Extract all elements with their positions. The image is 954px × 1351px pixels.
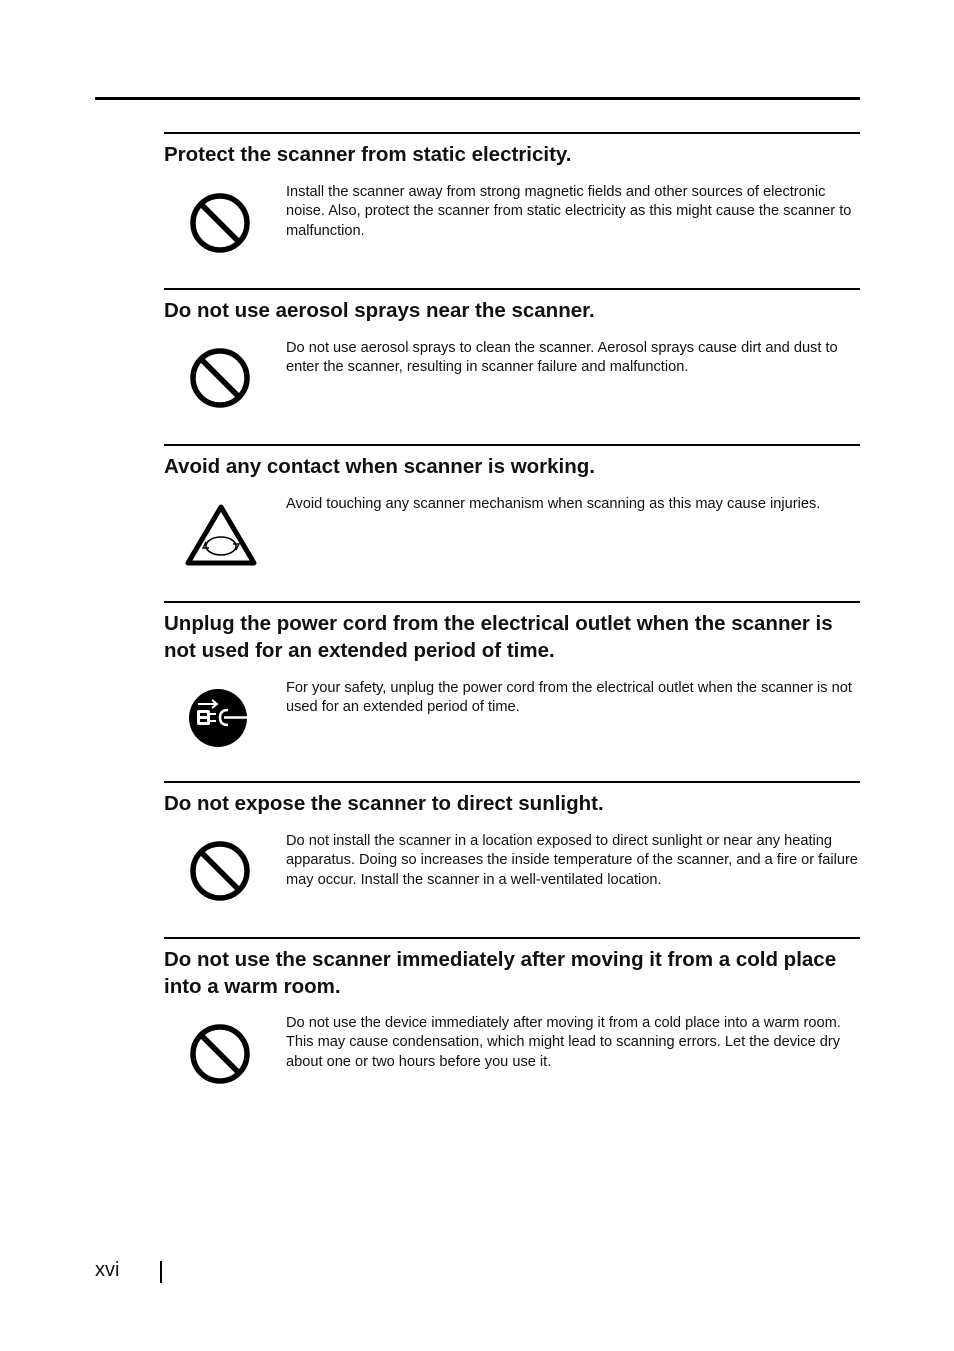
header-rule — [95, 97, 860, 100]
section-body: Install the scanner away from strong magnetic fields and other sources of electronic noise. Also, protect the scanner from static electricity as this might cause the scanner to malfunction. — [286, 184, 852, 239]
section-body: For your safety, unplug the power cord from the electrical outlet when the scanner is not used for an extended period of time. — [286, 680, 852, 716]
section-heading: Do not expose the scanner to direct sunlight. — [164, 792, 604, 815]
unplug-icon — [188, 686, 252, 750]
prohibition-icon — [188, 1022, 252, 1086]
section-heading: Protect the scanner from static electricity. — [164, 143, 572, 166]
section-heading: Do not use aerosol sprays near the scanner. — [164, 299, 595, 322]
page-number: xvi — [95, 1259, 120, 1281]
section-cold-to-warm-room — [164, 937, 860, 1102]
prohibition-icon — [188, 191, 252, 255]
section-body: Do not use aerosol sprays to clean the scanner. Aerosol sprays cause dirt and dust to enter the scanner, resulting in scanner failure and malfunction. — [286, 340, 838, 376]
section-avoid-contact — [164, 444, 860, 584]
section-heading: Avoid any contact when scanner is working. — [164, 455, 595, 478]
prohibition-icon — [188, 346, 252, 410]
section-heading: Unplug the power cord from the electrical outlet when the scanner is not used for an extended period of time. — [164, 612, 833, 662]
section-unplug-power-cord — [164, 601, 860, 766]
margin-bar — [160, 1261, 162, 1283]
section-body: Avoid touching any scanner mechanism when scanning as this may cause injuries. — [286, 496, 821, 512]
section-direct-sunlight — [164, 781, 860, 921]
section-rule — [164, 937, 860, 939]
section-rule — [164, 132, 860, 134]
section-rule — [164, 781, 860, 783]
section-heading: Do not use the scanner immediately after moving it from a cold place into a warm room. — [164, 948, 837, 998]
section-rule — [164, 288, 860, 290]
section-body: Do not install the scanner in a location exposed to direct sunlight or near any heating apparatus. Doing so increases the inside temperature of the scanner, and a fire or failure may occur. Install the scanner in a well-ventilated location. — [286, 833, 858, 888]
section-aerosol-sprays — [164, 288, 860, 428]
rotating-parts-caution-icon — [184, 502, 258, 568]
section-static-electricity — [164, 132, 860, 272]
prohibition-icon — [188, 839, 252, 903]
section-rule — [164, 601, 860, 603]
section-body: Do not use the device immediately after moving it from a cold place into a warm room. This may cause condensation, which might lead to scanning errors. Let the device dry about one or two hours before you use it. — [286, 1015, 841, 1070]
section-rule — [164, 444, 860, 446]
